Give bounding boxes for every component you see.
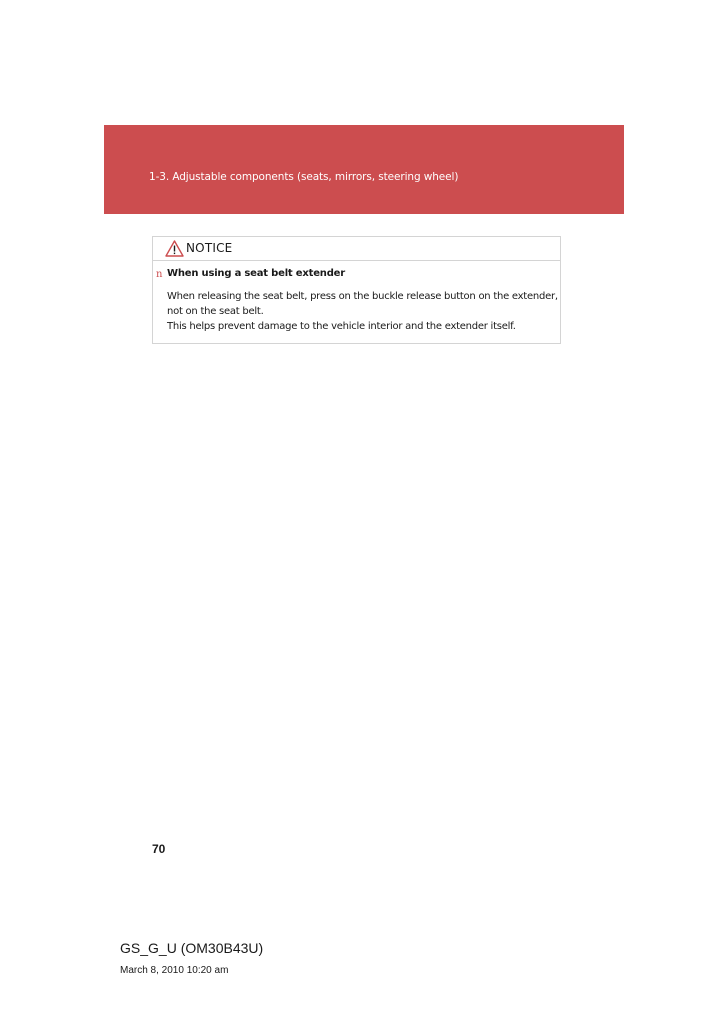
document-timestamp: March 8, 2010 10:20 am <box>120 965 229 976</box>
notice-body-line: When releasing the seat belt, press on the buckle release button on the extender, <box>167 291 558 302</box>
notice-box <box>152 236 561 344</box>
notice-header <box>153 237 560 261</box>
notice-subheading: When using a seat belt extender <box>167 268 345 279</box>
bullet-marker: n <box>156 269 163 280</box>
notice-body-line: This helps prevent damage to the vehicle interior and the extender itself. <box>167 321 516 332</box>
section-header-band <box>104 125 624 214</box>
notice-label: NOTICE <box>186 241 233 255</box>
page-number: 70 <box>152 842 166 856</box>
notice-body <box>167 289 557 334</box>
warning-triangle-icon <box>165 240 184 257</box>
notice-body-line: not on the seat belt. <box>167 306 264 317</box>
section-title: 1-3. Adjustable components (seats, mirrors, steering wheel) <box>149 171 459 183</box>
document-code: GS_G_U (OM30B43U) <box>120 940 264 956</box>
